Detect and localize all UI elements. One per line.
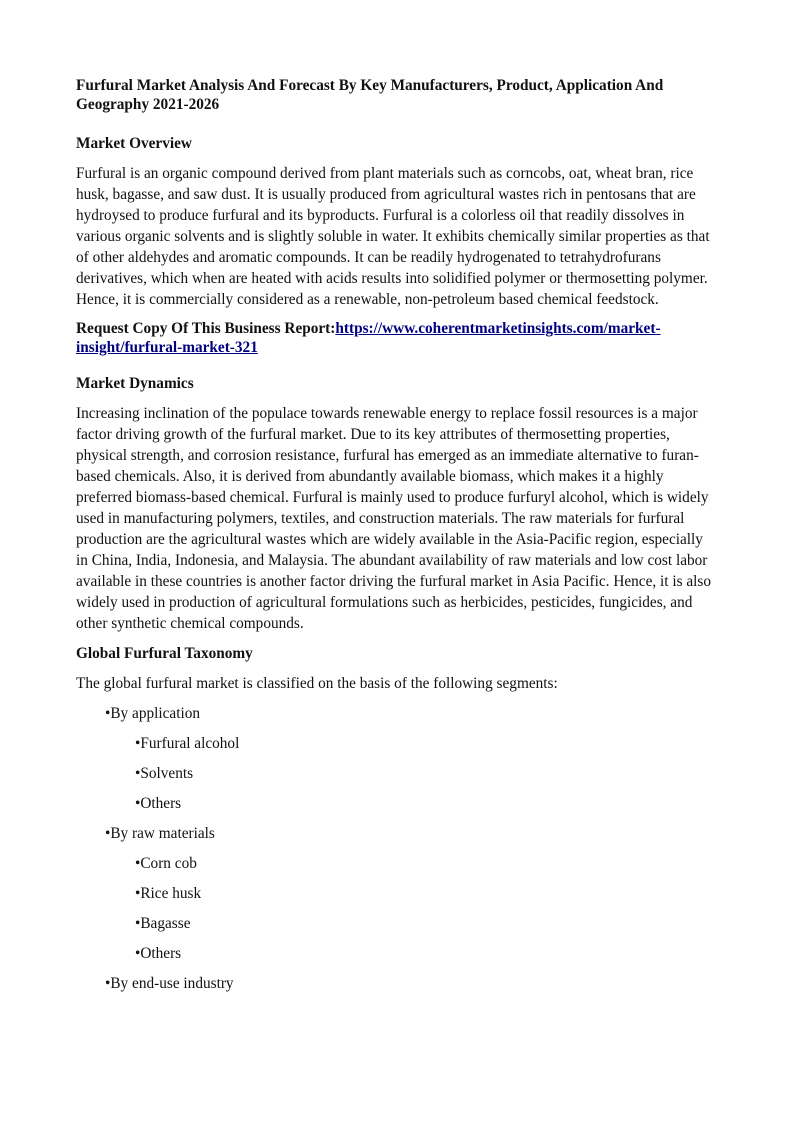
document-title: Furfural Market Analysis And Forecast By Key Manufacturers, Product, Application And Geography 2021-2026 <box>76 77 664 113</box>
segment-item: •Furfural alcohol <box>135 735 240 752</box>
market-overview-heading: Market Overview <box>76 135 192 152</box>
segment-item: •Rice husk <box>135 885 202 902</box>
market-dynamics-heading: Market Dynamics <box>76 375 194 392</box>
taxonomy-intro: The global furfural market is classified on the basis of the following segments: <box>76 675 558 692</box>
segment-application: •By application <box>105 705 200 722</box>
report-link[interactable]: https://www.coherentmarketinsights.com/market-insight/furfural-market-321 <box>76 320 661 356</box>
request-copy-label: Request Copy Of This Business Report: <box>76 320 336 337</box>
segment-item: •Corn cob <box>135 855 197 872</box>
segment-item: •Solvents <box>135 765 194 782</box>
document-page <box>76 76 718 1003</box>
segment-end-use-industry: •By end-use industry <box>105 975 234 992</box>
segment-item: •Others <box>135 795 182 812</box>
segment-list <box>76 703 718 994</box>
segment-raw-materials: •By raw materials <box>105 825 215 842</box>
request-copy-line <box>76 319 718 357</box>
market-overview-paragraph: Furfural is an organic compound derived from plant materials such as corncobs, oat, wheat bran, rice husk, bagasse, and saw dust. It is usually produced from agricultural wastes rich in pentosans that are hydroysed to produce furfural and its byproducts. Furfural is a colorless oil that readily dissolves in various organic solvents and is slightly soluble in water. It exhibits chemically similar properties as that of other aldehydes and aromatic compounds. It can be readily hydrogenated to tetrahydrofurans derivatives, which when are heated with acids results into solidified polymer or thermosetting polymer. Hence, it is commercially considered as a renewable, non-petroleum based chemical feedstock. <box>76 165 710 308</box>
market-dynamics-paragraph: Increasing inclination of the populace towards renewable energy to replace fossil resources is a major factor driving growth of the furfural market. Due to its key attributes of thermosetting properties, physical strength, and corrosion resistance, furfural has emerged as an immediate alternative to furan-based chemicals. Also, it is derived from abundantly available biomass, which makes it a highly preferred biomass-based chemical. Furfural is mainly used to produce furfuryl alcohol, which is widely used in manufacturing polymers, textiles, and construction materials. The raw materials for furfural production are the agricultural wastes which are widely available in the Asia-Pacific region, especially in China, India, Indonesia, and Malaysia. The abundant availability of raw materials and low cost labor available in these countries is another factor driving the furfural market in Asia Pacific. Hence, it is also widely used in production of agricultural formulations such as herbicides, pesticides, fungicides, and other synthetic chemical compounds. <box>76 405 712 632</box>
segment-item: •Bagasse <box>135 915 191 932</box>
segment-item: •Others <box>135 945 182 962</box>
taxonomy-heading: Global Furfural Taxonomy <box>76 645 253 662</box>
